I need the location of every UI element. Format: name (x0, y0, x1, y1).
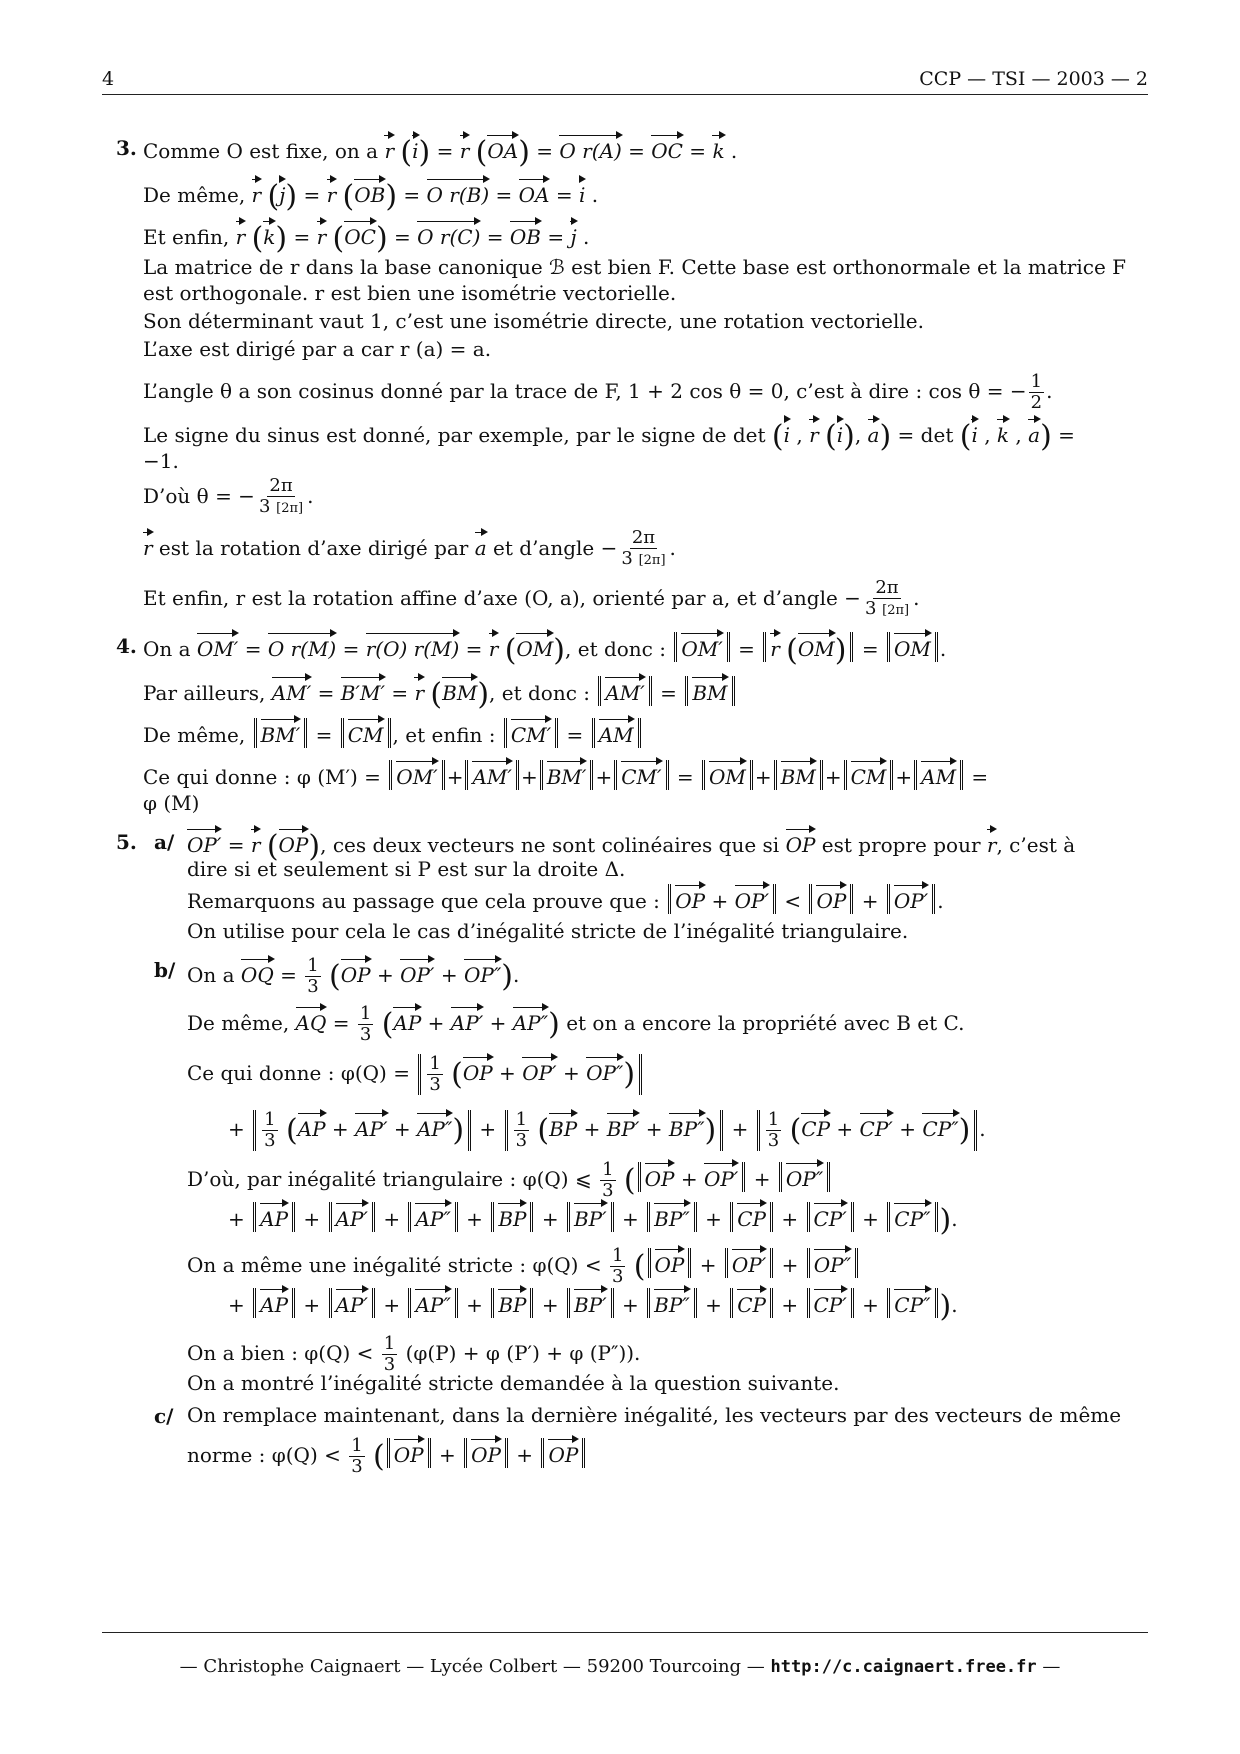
q3-line-3: Et enfin, r (k) = r (OC) = O r(C) = OB = j . (143, 221, 590, 256)
q5b-line-8: + AP + AP′ + AP″ + BP + BP′ + BP″ + CP + CP′ + CP″ ). (228, 1289, 958, 1324)
q5c-line-2: norme : φ(Q) < $\frac{1}{3}$ ( OP + OP + OP (187, 1436, 587, 1477)
q5b-line-5: D’où, par inégalité triangulaire : φ(Q) ⩽ $\frac{1}{3}$ ( OP + OP′ + OP″ (187, 1160, 832, 1201)
q5b-line-1: On a OQ = $\frac{1}{3}$ (OP + OP′ + OP″). (187, 955, 520, 997)
question-3-number: 3. (116, 136, 137, 160)
question-5-number: 5. (116, 830, 137, 854)
q5-part-a-label: a/ (154, 830, 175, 854)
question-4-number: 4. (116, 634, 137, 658)
q3-rotation-line: r est la rotation d’axe dirigé par a et d’angle − $\frac{2\pi}{3 [2\pi]}$ . (143, 527, 676, 569)
footer-author: — Christophe Caignaert — Lycée Colbert — 59200 Tourcoing — (179, 1656, 765, 1677)
page-number: 4 (102, 68, 115, 90)
q5b-line-3: Ce qui donne : φ(Q) = $\frac{1}{3}$ (OP + OP′ + OP″) (187, 1054, 644, 1095)
q5b-line-2: De même, AQ = $\frac{1}{3}$ (AP + AP′ + AP″) et on a encore la propriété avec B et C. (187, 1003, 965, 1045)
q5-part-c-label: c/ (154, 1404, 174, 1428)
q5b-line-4: + $\frac{1}{3}$ (AP + AP′ + AP″) + $\frac{1}{3}$ (BP + BP′ + BP″) + $\frac{1}{3}$ (CP + CP′ + CP″) . (228, 1109, 986, 1151)
q3-matrix-line-2: est orthogonale. r est bien une isométrie vectorielle. (143, 281, 677, 305)
q4-line-4: Ce qui donne : φ (M′) = OM′ + AM′ + BM′ + CM′ = OM + BM + CM + AM = (143, 760, 988, 790)
q5a-line-1: OP′ = r (OP), ces deux vecteurs ne sont colinéaires que si OP est propre pour r, c’est à (187, 829, 1076, 864)
q5b-line-7: On a même une inégalité stricte : φ(Q) < $\frac{1}{3}$ ( OP + OP′ + OP″ (187, 1246, 860, 1287)
page-header (102, 68, 1148, 95)
q5b-line-10: On a montré l’inégalité stricte demandée à la question suivante. (187, 1371, 840, 1395)
q4-line-1: On a OM′ = O r(M) = r(O) r(M) = r (OM), et donc : OM′ = r (OM) = OM . (143, 633, 947, 668)
footer-url-link[interactable]: http://c.caignaert.free.fr (770, 1657, 1037, 1677)
header-title: CCP — TSI — 2003 — 2 (919, 68, 1148, 90)
q3-matrix-line-1: La matrice de r dans la base canonique ℬ est bien F. Cette base est orthonormale et la matrice F (143, 255, 1127, 279)
q5a-line-3: Remarquons au passage que cela prouve que : OP + OP′ < OP + OP′ . (187, 884, 944, 914)
q5a-line-2: dire si et seulement si P est sur la droite Δ. (187, 857, 626, 881)
q5-part-b-label: b/ (154, 958, 176, 982)
q4-line-2: Par ailleurs, AM′ = B′M′ = r (BM), et donc : AM′ = BM (143, 676, 737, 706)
page-footer (0, 1656, 1240, 1677)
footer-rule (102, 1632, 1148, 1633)
q3-theta-line: D’où θ = − $\frac{2\pi}{3 [2\pi]}$ . (143, 475, 314, 517)
q4-line-3: De même, BM′ = CM , et enfin : CM′ = AM (143, 718, 643, 748)
q4-line-5: φ (M) (143, 791, 200, 815)
footer-end: — (1042, 1656, 1061, 1677)
q5c-line-1: On remplace maintenant, dans la dernière inégalité, les vecteurs par des vecteurs de même (187, 1403, 1122, 1427)
q3-line-1: Comme O est fixe, on a r (i) = r (OA) = O r(A) = OC = k . (143, 135, 738, 170)
q3-line-2: De même, r (j) = r (OB) = O r(B) = OA = i . (143, 179, 599, 214)
q3-minus-one: −1. (143, 449, 179, 473)
q3-affine-line: Et enfin, r est la rotation affine d’axe (O, a), orienté par a, et d’angle − $\frac{2\pi}{3 [2\pi]}$ . (143, 577, 920, 619)
q3-determinant-line: Son déterminant vaut 1, c’est une isométrie directe, une rotation vectorielle. (143, 309, 924, 333)
q5b-line-6: + AP + AP′ + AP″ + BP + BP′ + BP″ + CP + CP′ + CP″ ). (228, 1203, 958, 1238)
q5b-line-9: On a bien : φ(Q) < $\frac{1}{3}$ (φ(P) + φ (P′) + φ (P″)). (187, 1333, 641, 1375)
q3-axis-line: L’axe est dirigé par a car r (a) = a. (143, 337, 492, 361)
q3-sign-line: Le signe du sinus est donné, par exemple, par le signe de det (i , r (i), a) = det (i , k , a) = (143, 419, 1075, 454)
q5a-line-4: On utilise pour cela le cas d’inégalité stricte de l’inégalité triangulaire. (187, 919, 909, 943)
q3-angle-line: L’angle θ a son cosinus donné par la trace de F, 1 + 2 cos θ = 0, c’est à dire : cos θ = − $\frac{1}{2}$ . (143, 371, 1053, 413)
